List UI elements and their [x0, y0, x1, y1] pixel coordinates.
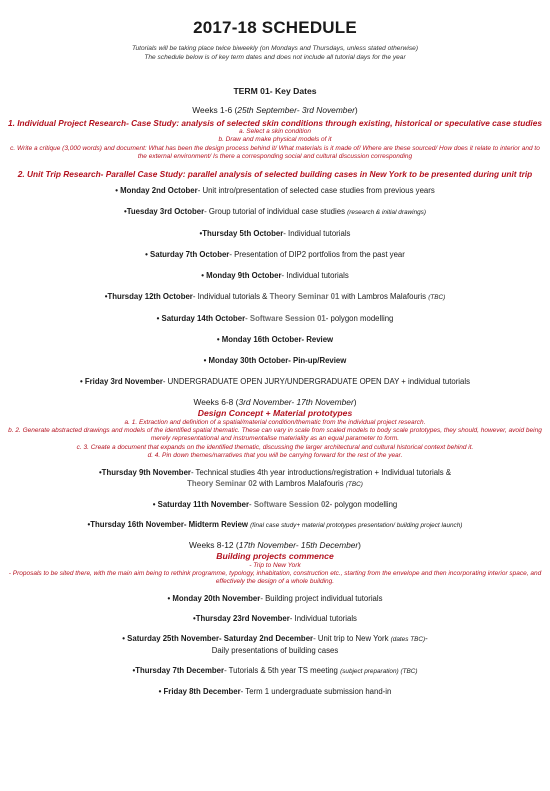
event-text: - Presentation of DIP2 portfolios from the past year — [229, 249, 405, 259]
project-1-sub-a: a. Select a skin condition — [239, 128, 311, 135]
event-row — [8, 499, 542, 510]
event-highlight: Theory Seminar 02 — [187, 478, 257, 488]
event-row — [8, 355, 542, 366]
event-text: - Technical studies 4th year introductions/registration + Individual tutorials & — [190, 467, 452, 477]
design-sub-c: c. 3. Create a document that expands on the identified thematic, discussing the larger architectural and cultural historical context behind it. — [76, 443, 474, 451]
event-line — [8, 291, 542, 303]
intro-line-2: The schedule below is of key term dates and does not include all tutorial days for the year — [144, 53, 406, 61]
event-bold: - Midterm Review — [183, 519, 251, 529]
event-line — [8, 467, 542, 478]
event-date: •Thursday 7th December — [132, 665, 225, 675]
event-text-2: with Lambros Malafouris — [339, 291, 429, 301]
event-date: • Monday 2nd October — [115, 185, 198, 195]
event-line — [8, 334, 542, 345]
event-date: • Monday 9th October — [201, 270, 282, 280]
event-text: - Unit intro/presentation of selected case studies from previous years — [197, 185, 435, 195]
weeks-8-12: Weeks 8-12 (17th November- 15th December) — [189, 539, 361, 550]
event-date: • Saturday 25th November- Saturday 2nd December — [122, 633, 314, 643]
event-note: (subject preparation) (TBC) — [340, 667, 418, 675]
intro-line-1: Tutorials will be taking place twice biweekly (on Mondays and Thursdays, unless stated otherwise) — [131, 45, 419, 52]
event-line — [8, 206, 542, 218]
event-row — [8, 313, 542, 324]
event-line — [8, 270, 542, 281]
event-highlight: Theory Seminar 01 — [269, 291, 340, 301]
building-sub-b: - Proposals to be sited there, with the main aim being to rethink programme, typology, inhabitation, construction etc., starting from the envelope and then incorporating interior space, and effectively the design of a whole building. — [8, 570, 542, 586]
event-date: • Friday 3rd November — [79, 376, 163, 386]
events-term1-part3 — [8, 593, 542, 697]
event-row — [8, 593, 542, 604]
design-sub-a: a. 1. Extraction and definition of a spatial/material condition/thematic from the individual project research. — [124, 418, 426, 426]
event-line-2: Daily presentations of building cases — [211, 645, 339, 655]
event-text: - Building project individual tutorials — [260, 593, 383, 603]
event-date: •Tuesday 3rd October — [123, 206, 205, 216]
event-line — [8, 355, 542, 366]
event-highlight: Software Session 02 — [253, 499, 330, 509]
event-line-2 — [8, 478, 542, 490]
event-date: • Monday 30th October — [203, 355, 289, 365]
event-date: • Saturday 7th October — [145, 249, 230, 259]
building-sub-a: - Trip to New York — [249, 561, 301, 569]
event-bold: - Pin-up/Review — [288, 355, 347, 365]
event-text: - Individual tutorials & — [192, 291, 270, 301]
event-text-2: with Lambros Malafouris — [256, 478, 346, 488]
event-line — [8, 633, 542, 645]
event-text-2: - polygon modelling — [329, 499, 398, 509]
event-date: • Monday 16th October — [216, 334, 302, 344]
event-date: • Saturday 11th November — [152, 499, 250, 509]
event-row — [8, 334, 542, 345]
event-row — [8, 665, 542, 677]
event-note: (TBC) — [428, 293, 446, 301]
event-text: - Unit trip to New York — [313, 633, 391, 643]
event-note: (TBC) — [345, 480, 363, 488]
event-text: - Individual tutorials — [283, 228, 351, 238]
project-1-sub-b: b. Draw and make physical models of it — [218, 136, 332, 144]
event-text-2: - — [425, 633, 428, 643]
event-text-2: - polygon modelling — [325, 313, 394, 323]
event-text: - Individual tutorials — [281, 270, 349, 280]
event-line — [8, 613, 542, 624]
project-1-sub-c: c. Write a critique (3,000 words) and document: What has been the design process behind it/ What materials is it made of/ Where are these sourced/ How does it relate to interior and to the external environment/ Is there a corresponding social and cultural discussion corresponding — [10, 144, 540, 161]
event-line — [8, 686, 542, 697]
event-text: - Individual tutorials — [289, 613, 357, 623]
event-row — [8, 206, 542, 218]
events-term1-part1 — [8, 185, 542, 387]
event-row — [8, 291, 542, 303]
event-row — [8, 249, 542, 260]
building-projects-heading: Building projects commence — [216, 550, 334, 561]
event-bold: - Review — [301, 334, 334, 344]
events-term1-part2 — [8, 467, 542, 531]
event-date: •Thursday 23rd November — [193, 613, 290, 623]
event-line — [8, 499, 542, 510]
event-note: (research & initial drawings) — [347, 208, 427, 216]
event-line — [8, 665, 542, 677]
event-date: •Thursday 16th November — [87, 519, 184, 529]
weeks-1-6: Weeks 1-6 (25th September- 3rd November) — [192, 105, 358, 115]
event-line — [8, 313, 542, 324]
event-row — [8, 467, 542, 490]
page-title: 2017-18 SCHEDULE — [193, 18, 357, 37]
event-row — [8, 686, 542, 697]
event-highlight: Software Session 01 — [249, 313, 326, 323]
project-1: 1. Individual Project Research- Case Study: analysis of selected skin conditions through existing, historical or speculative case studies — [8, 118, 542, 128]
design-sub-b: b. 2. Generate abstracted drawings and models of the identified spatial thematic. These can vary in scale from scaled models to body scale prototypes, they should, however, avoid being merely representational and instrumentalise materiality as an equal parameter to form. — [8, 427, 542, 443]
event-date: •Thursday 12th October — [104, 291, 193, 301]
event-row — [8, 228, 542, 239]
term-heading: TERM 01- Key Dates — [233, 86, 317, 96]
event-date: • Saturday 14th October — [156, 313, 246, 323]
event-text: - Group tutorial of individual case studies — [204, 206, 348, 216]
event-text: - — [249, 499, 254, 509]
event-line — [8, 228, 542, 239]
event-line — [8, 593, 542, 604]
event-row — [8, 270, 542, 281]
event-date: •Thursday 9th November — [98, 467, 191, 477]
event-text: - — [245, 313, 250, 323]
event-row — [8, 613, 542, 624]
event-note: (dates TBC) — [390, 635, 426, 643]
event-note: (final case study+ material prototypes presentation/ building project launch) — [250, 521, 463, 529]
event-date: • Monday 20th November — [167, 593, 261, 603]
design-concept-heading: Design Concept + Material prototypes — [197, 407, 353, 418]
design-sub-d: d. 4. Pin down themes/narratives that you will be carrying forward for the rest of the year. — [147, 452, 403, 460]
event-date: •Thursday 5th October — [199, 228, 284, 238]
event-row — [8, 633, 542, 656]
weeks-6-8: Weeks 6-8 (3rd November- 17th November) — [193, 396, 357, 407]
event-line — [8, 376, 542, 387]
event-line — [8, 249, 542, 260]
event-row — [8, 376, 542, 387]
event-text: - Term 1 undergraduate submission hand-in — [240, 686, 392, 696]
event-text: - Tutorials & 5th year TS meeting — [224, 665, 341, 675]
event-line — [8, 519, 542, 531]
event-date: • Friday 8th December — [158, 686, 241, 696]
event-text: - UNDERGRADUATE OPEN JURY/UNDERGRADUATE OPEN DAY + individual tutorials — [162, 376, 470, 386]
event-row — [8, 519, 542, 531]
project-2: 2. Unit Trip Research- Parallel Case Study: parallel analysis of selected building cases in New York to be presented during unit trip — [17, 168, 533, 179]
event-line — [8, 185, 542, 196]
event-row — [8, 185, 542, 196]
